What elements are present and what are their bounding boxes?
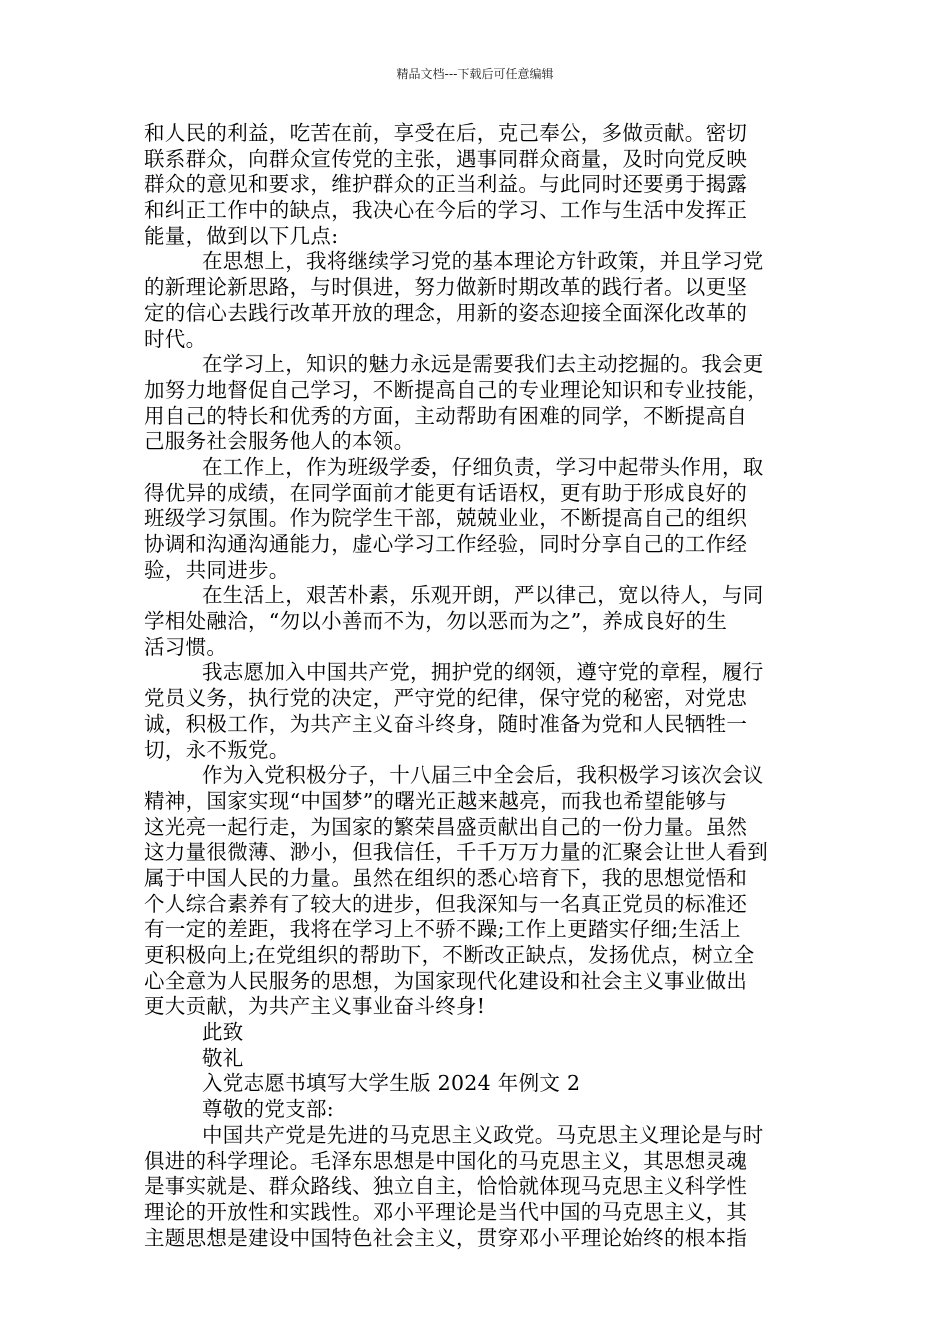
text-line: 群众的意见和要求，维护群众的正当利益。与此同时还要勇于揭露 [144, 172, 748, 197]
text-line: 入党志愿书填写大学生版 2024 年例文 2 [202, 1071, 581, 1096]
text-line: 是事实就是、群众路线、独立自主，恰恰就体现马克思主义科学性 [144, 1174, 748, 1199]
text-line: 作为入党积极分子，十八届三中全会后，我积极学习该次会议 [202, 763, 764, 788]
text-line: 俱进的科学理论。毛泽东思想是中国化的马克思主义，其思想灵魂 [144, 1148, 748, 1173]
text-line: 在学习上，知识的魅力永远是需要我们去主动挖掘的。我会更 [202, 352, 764, 377]
text-line: 中国共产党是先进的马克思主义政党。马克思主义理论是与时 [202, 1122, 764, 1147]
text-line: 和纠正工作中的缺点，我决心在今后的学习、工作与生活中发挥正 [144, 198, 748, 223]
text-line: 用自己的特长和优秀的方面，主动帮助有困难的同学，不断提高自 [144, 403, 748, 428]
text-line: 活习惯。 [144, 634, 228, 659]
text-line: 联系群众，向群众宣传党的主张，遇事同群众商量，及时向党反映 [144, 146, 748, 171]
text-line: 协调和沟通沟通能力，虚心学习工作经验，同时分享自己的工作经 [144, 532, 748, 556]
page-header-note: 精品文档---下载后可任意编辑 [396, 67, 554, 81]
text-line: 更积极向上;在党组织的帮助下，不断改正缺点，发扬优点，树立全 [144, 943, 755, 967]
text-line: 个人综合素养有了较大的进步，但我深知与一名真正党员的标准还 [144, 891, 748, 916]
text-line: 学相处融洽，“勿以小善而不为，勿以恶而为之”，养成良好的生 [144, 609, 728, 634]
text-line: 加努力地督促自己学习，不断提高自己的专业理论知识和专业技能， [144, 377, 768, 402]
text-line: 在工作上，作为班级学委，仔细负责，学习中起带头作用，取 [202, 454, 764, 479]
text-line: 的新理论新思路，与时俱进，努力做新时期改革的践行者。以更坚 [144, 275, 748, 300]
text-line: 切，永不叛党。 [144, 737, 290, 762]
text-line: 这力量很微薄、渺小，但我信任，千千万万力量的汇聚会让世人看到 [144, 840, 768, 865]
text-line: 尊敬的党支部: [202, 1097, 335, 1122]
text-line: 班级学习氛围。作为院学生干部，兢兢业业，不断提高自己的组织 [144, 506, 748, 531]
text-line: 得优异的成绩，在同学面前才能更有话语权，更有助于形成良好的 [144, 480, 748, 505]
text-line: 属于中国人民的力量。虽然在组织的悉心培育下，我的思想觉悟和 [144, 865, 748, 890]
text-line: 心全意为人民服务的思想，为国家现代化建设和社会主义事业做出 [144, 968, 748, 993]
text-line: 己服务社会服务他人的本领。 [144, 429, 415, 454]
text-line: 定的信心去践行改革开放的理念，用新的姿态迎接全面深化改革的 [144, 300, 748, 325]
text-line: 和人民的利益，吃苦在前，享受在后，克己奉公，多做贡献。密切 [144, 121, 748, 145]
text-line: 更大贡献，为共产主义事业奋斗终身! [144, 994, 486, 1019]
text-line: 我志愿加入中国共产党，拥护党的纲领，遵守党的章程，履行 [202, 660, 764, 685]
text-line: 诚，积极工作，为共产主义奋斗终身，随时准备为党和人民牺牲一 [144, 711, 748, 736]
text-line: 精神，国家实现“中国梦”的曙光正越来越亮，而我也希望能够与 [144, 788, 728, 813]
text-line: 这光亮一起行走，为国家的繁荣昌盛贡献出自己的一份力量。虽然 [144, 814, 748, 839]
text-line: 时代。 [144, 326, 207, 351]
text-line: 主题思想是建设中国特色社会主义，贯穿邓小平理论始终的根本指 [144, 1225, 748, 1250]
text-line: 有一定的差距，我将在学习上不骄不躁;工作上更踏实仔细;生活上 [144, 917, 741, 942]
text-line: 理论的开放性和实践性。邓小平理论是当代中国的马克思主义，其 [144, 1199, 748, 1224]
text-line: 敬礼 [202, 1045, 244, 1070]
document-body [144, 121, 810, 1251]
text-line: 党员义务，执行党的决定，严守党的纪律，保守党的秘密，对党忠 [144, 686, 748, 711]
text-line: 此致 [202, 1020, 244, 1045]
text-line: 验，共同进步。 [144, 557, 290, 582]
text-line: 在思想上，我将继续学习党的基本理论方针政策，并且学习党 [202, 249, 764, 274]
text-line: 能量，做到以下几点: [144, 223, 339, 248]
text-line: 在生活上，艰苦朴素，乐观开朗，严以律己，宽以待人，与同 [202, 583, 764, 608]
